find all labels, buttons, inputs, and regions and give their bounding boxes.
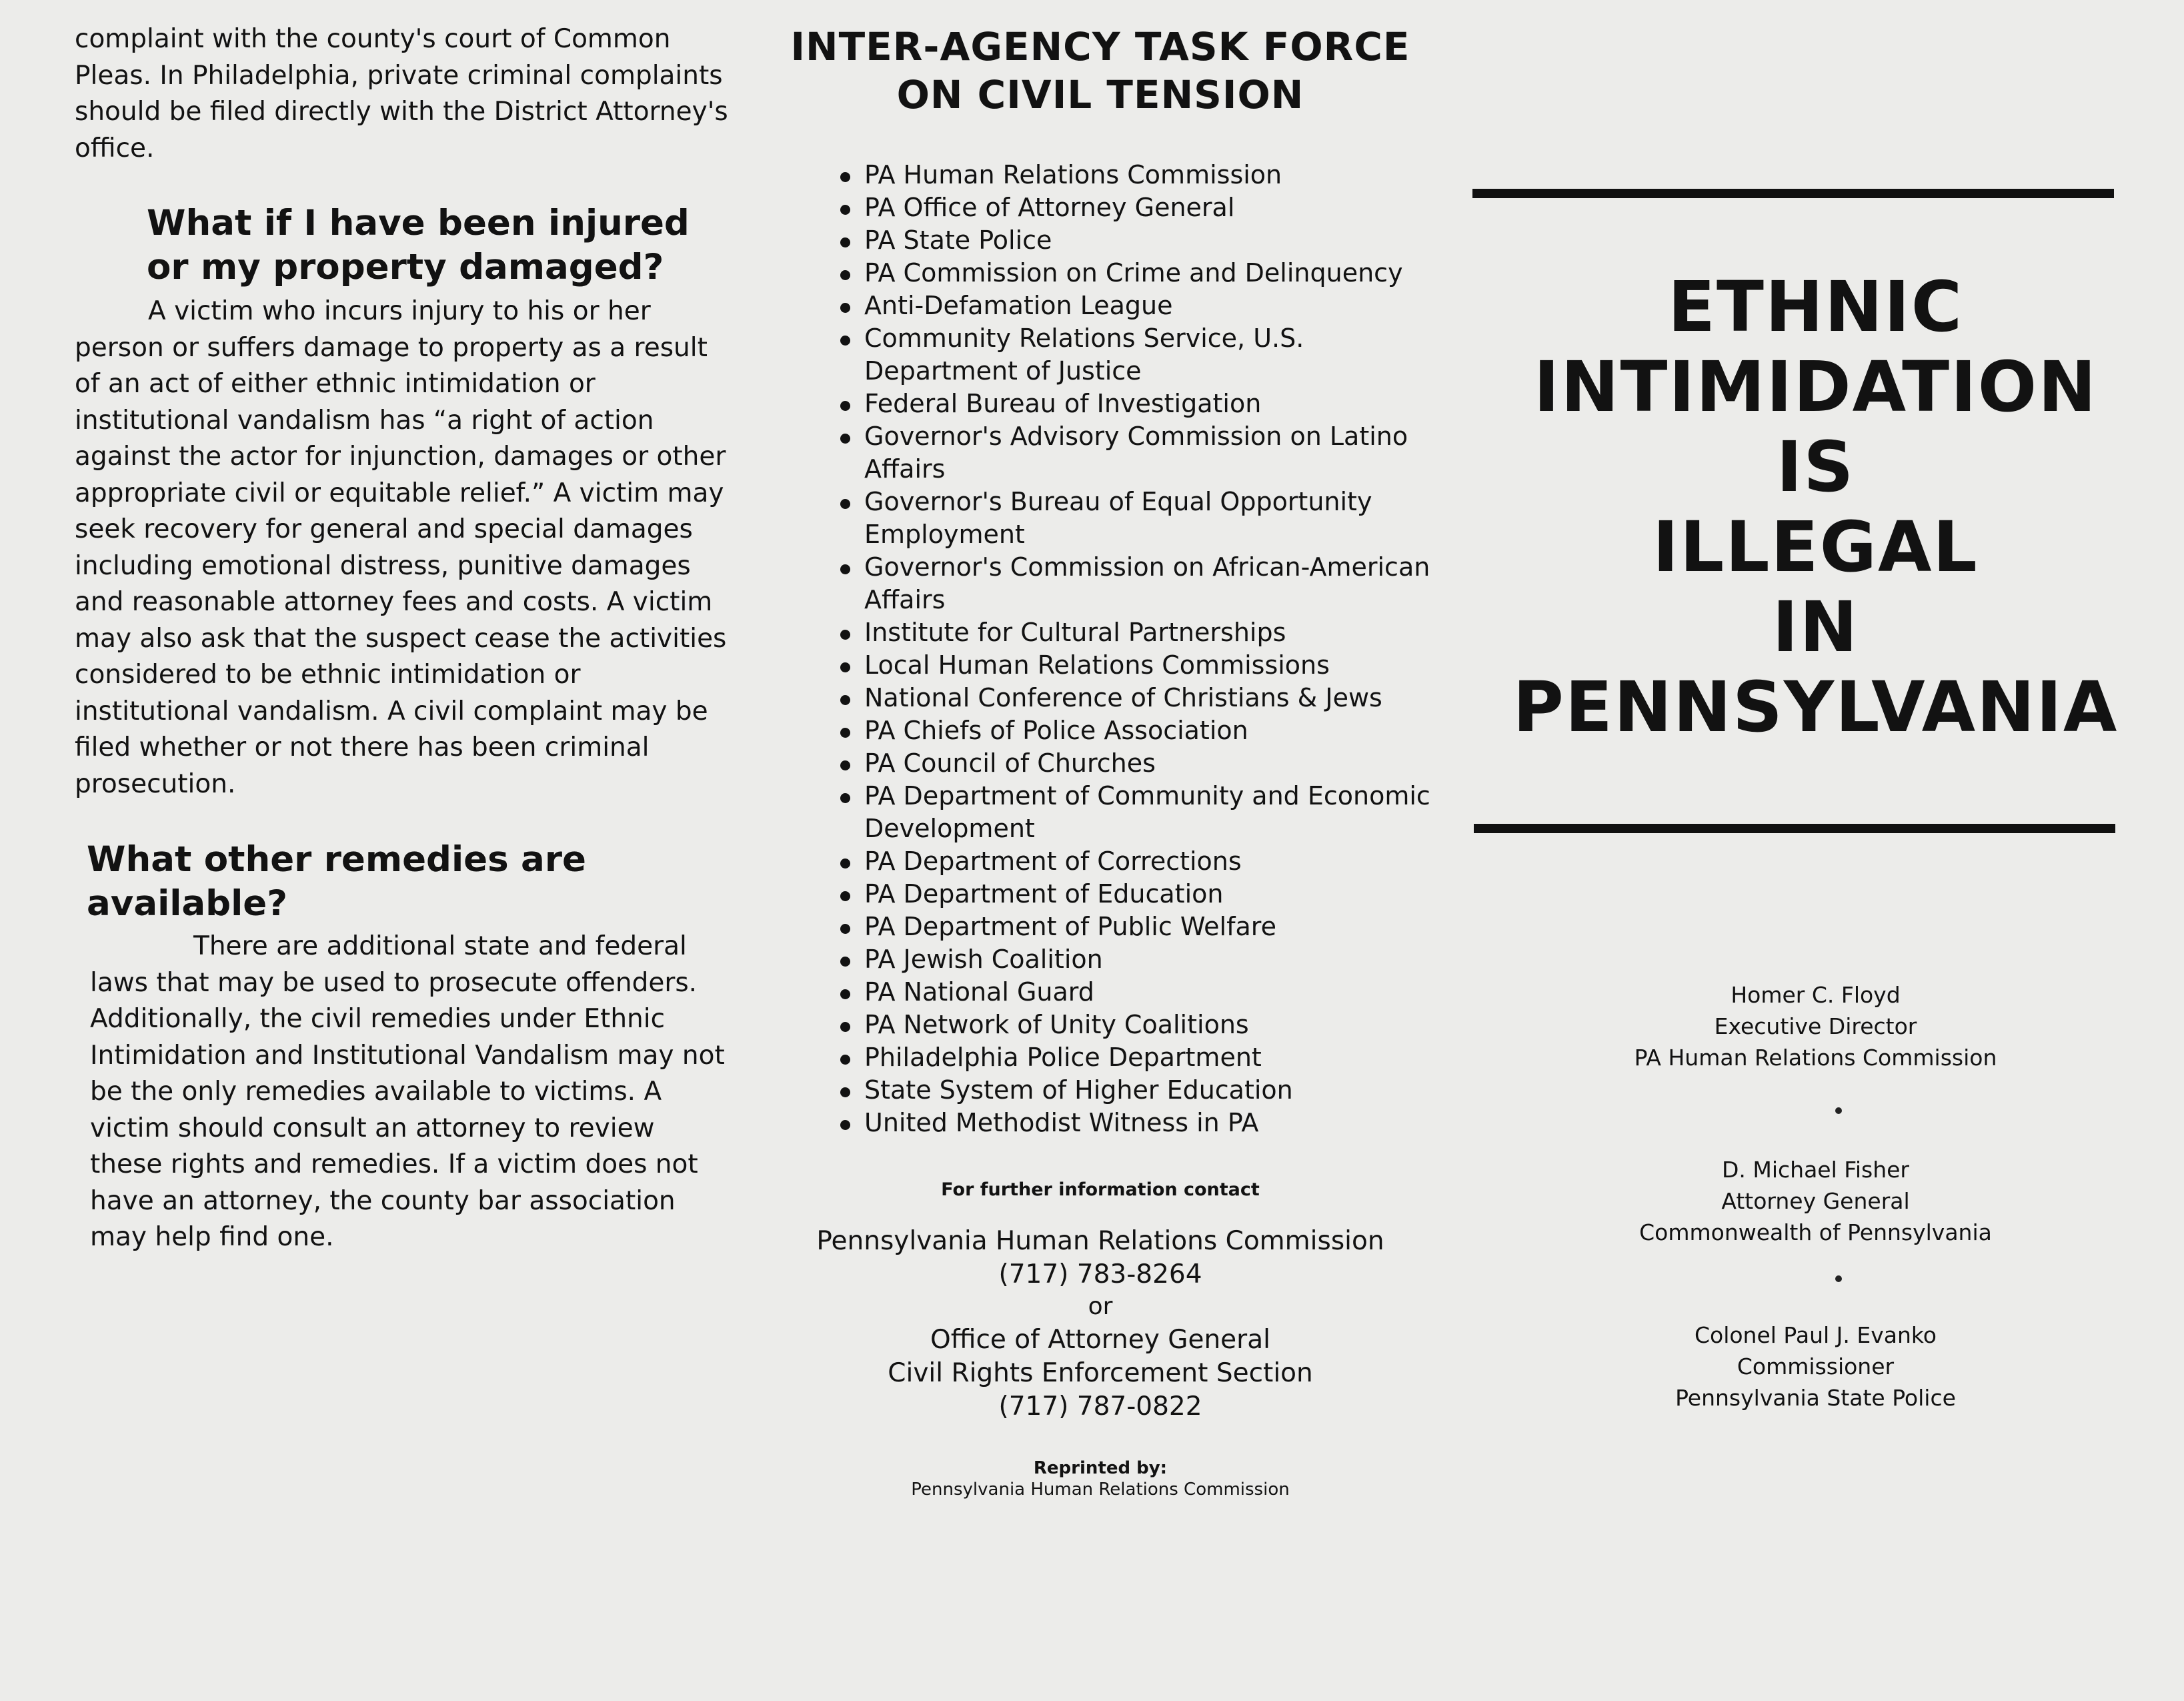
member-item: Governor's Advisory Commission on Latino Affairs [840, 420, 1440, 486]
top-rule [1472, 189, 2114, 198]
member-item: PA Office of Attorney General [840, 191, 1440, 224]
member-item: National Conference of Christians & Jews [840, 682, 1440, 714]
member-item: PA Department of Community and Economic Development [840, 780, 1440, 845]
official-2-title: Attorney General [1721, 1188, 1910, 1214]
member-item: Governor's Bureau of Equal Opportunity Employment [840, 486, 1440, 551]
contact2-section: Civil Rights Enforcement Section [888, 1358, 1313, 1388]
member-list [840, 159, 1440, 1139]
left-panel [0, 0, 754, 1701]
title-line-6: PENNSYLVANIA [1512, 666, 2119, 748]
question-injured-body: A victim who incurs injury to his or her person or suffers damage to property as a result of an act of either ethnic intimidation or institutional vandalism has “a right of action against the actor for injunction, damages or other appropriate civil or equitable relief.” A victim may seek recovery for general and special damages including emotional distress, punitive damages and reasonable attorney fees and costs. A victim may also ask that the suspect cease the activities considered to be ethnic intimidation or institutional vandalism. A civil complaint may be filed whether or not there has been criminal prosecution. [75, 296, 727, 799]
contact-or: or [1088, 1293, 1113, 1320]
title-line-2: INTIMIDATION [1533, 346, 2098, 428]
bottom-rule [1474, 824, 2115, 833]
contact-label: For further information contact [941, 1179, 1260, 1200]
member-item: PA Jewish Coalition [840, 943, 1440, 976]
task-force-title: INTER-AGENCY TASK FORCE ON CIVIL TENSION [790, 24, 1410, 117]
title-line-1: ETHNIC [1667, 266, 1964, 348]
member-item: PA Department of Public Welfare [840, 911, 1440, 943]
official-3-org: Pennsylvania State Police [1675, 1385, 1956, 1411]
contact2-org: Office of Attorney General [930, 1325, 1270, 1355]
member-item: PA Council of Churches [840, 747, 1440, 780]
member-item: Philadelphia Police Department [840, 1041, 1440, 1074]
title-line-5: IN [1772, 586, 1859, 668]
question-remedies-heading: What other remedies are available? [87, 839, 586, 924]
contact1-phone: (717) 783-8264 [998, 1259, 1202, 1289]
official-1-name: Homer C. Floyd [1731, 982, 1901, 1008]
separator-dot [1835, 1107, 1842, 1114]
member-item: State System of Higher Education [840, 1074, 1440, 1107]
reprinted-org: Pennsylvania Human Relations Commission [911, 1480, 1290, 1500]
main-title [1447, 267, 2184, 747]
reprinted-label: Reprinted by: [1033, 1458, 1168, 1478]
contact2-phone: (717) 787-0822 [998, 1391, 1202, 1422]
middle-panel [754, 0, 1447, 1701]
member-item: Local Human Relations Commissions [840, 649, 1440, 682]
member-item: PA National Guard [840, 976, 1440, 1009]
member-item: Governor's Commission on African-American Affairs [840, 551, 1440, 616]
member-item: PA Network of Unity Coalitions [840, 1009, 1440, 1041]
official-1 [1447, 979, 2184, 1073]
intro-paragraph: complaint with the county's court of Common Pleas. In Philadelphia, private criminal complaints should be filed directly with the District Attorney's office. [75, 24, 728, 163]
separator-dot [1835, 1275, 1842, 1282]
question-injured-heading: What if I have been injured or my property damaged? [147, 203, 690, 288]
title-line-3: IS [1776, 426, 1855, 508]
member-item: PA Department of Corrections [840, 845, 1440, 878]
official-3-name: Colonel Paul J. Evanko [1694, 1322, 1937, 1348]
member-item: Federal Bureau of Investigation [840, 388, 1440, 420]
official-1-org: PA Human Relations Commission [1634, 1045, 1997, 1071]
member-item: Community Relations Service, U.S. Department of Justice [840, 322, 1440, 388]
member-item: Institute for Cultural Partnerships [840, 616, 1440, 649]
title-line-4: ILLEGAL [1653, 506, 1979, 588]
official-1-title: Executive Director [1714, 1013, 1917, 1039]
official-2-name: D. Michael Fisher [1722, 1157, 1909, 1183]
official-3 [1447, 1319, 2184, 1413]
official-2 [1447, 1154, 2184, 1248]
member-item: PA Department of Education [840, 878, 1440, 911]
member-item: PA Chiefs of Police Association [840, 714, 1440, 747]
right-panel [1447, 0, 2184, 1701]
member-item: PA Commission on Crime and Delinquency [840, 257, 1440, 290]
member-item: Anti-Defamation League [840, 290, 1440, 322]
member-item: PA State Police [840, 224, 1440, 257]
contact1-org: Pennsylvania Human Relations Commission [816, 1226, 1384, 1256]
official-2-org: Commonwealth of Pennsylvania [1639, 1219, 1992, 1245]
official-3-title: Commissioner [1737, 1353, 1895, 1379]
member-item: United Methodist Witness in PA [840, 1107, 1440, 1139]
member-item: PA Human Relations Commission [840, 159, 1440, 191]
question-remedies-body: There are additional state and federal laws that may be used to prosecute offenders. Additionally, the civil remedies under Ethnic Intimidation and Institutional Vandalism may not be the only remedies available to victims. A victim should consult an attorney to review these rights and remedies. If a victim does not have an attorney, the county bar association may help find one. [90, 931, 725, 1252]
